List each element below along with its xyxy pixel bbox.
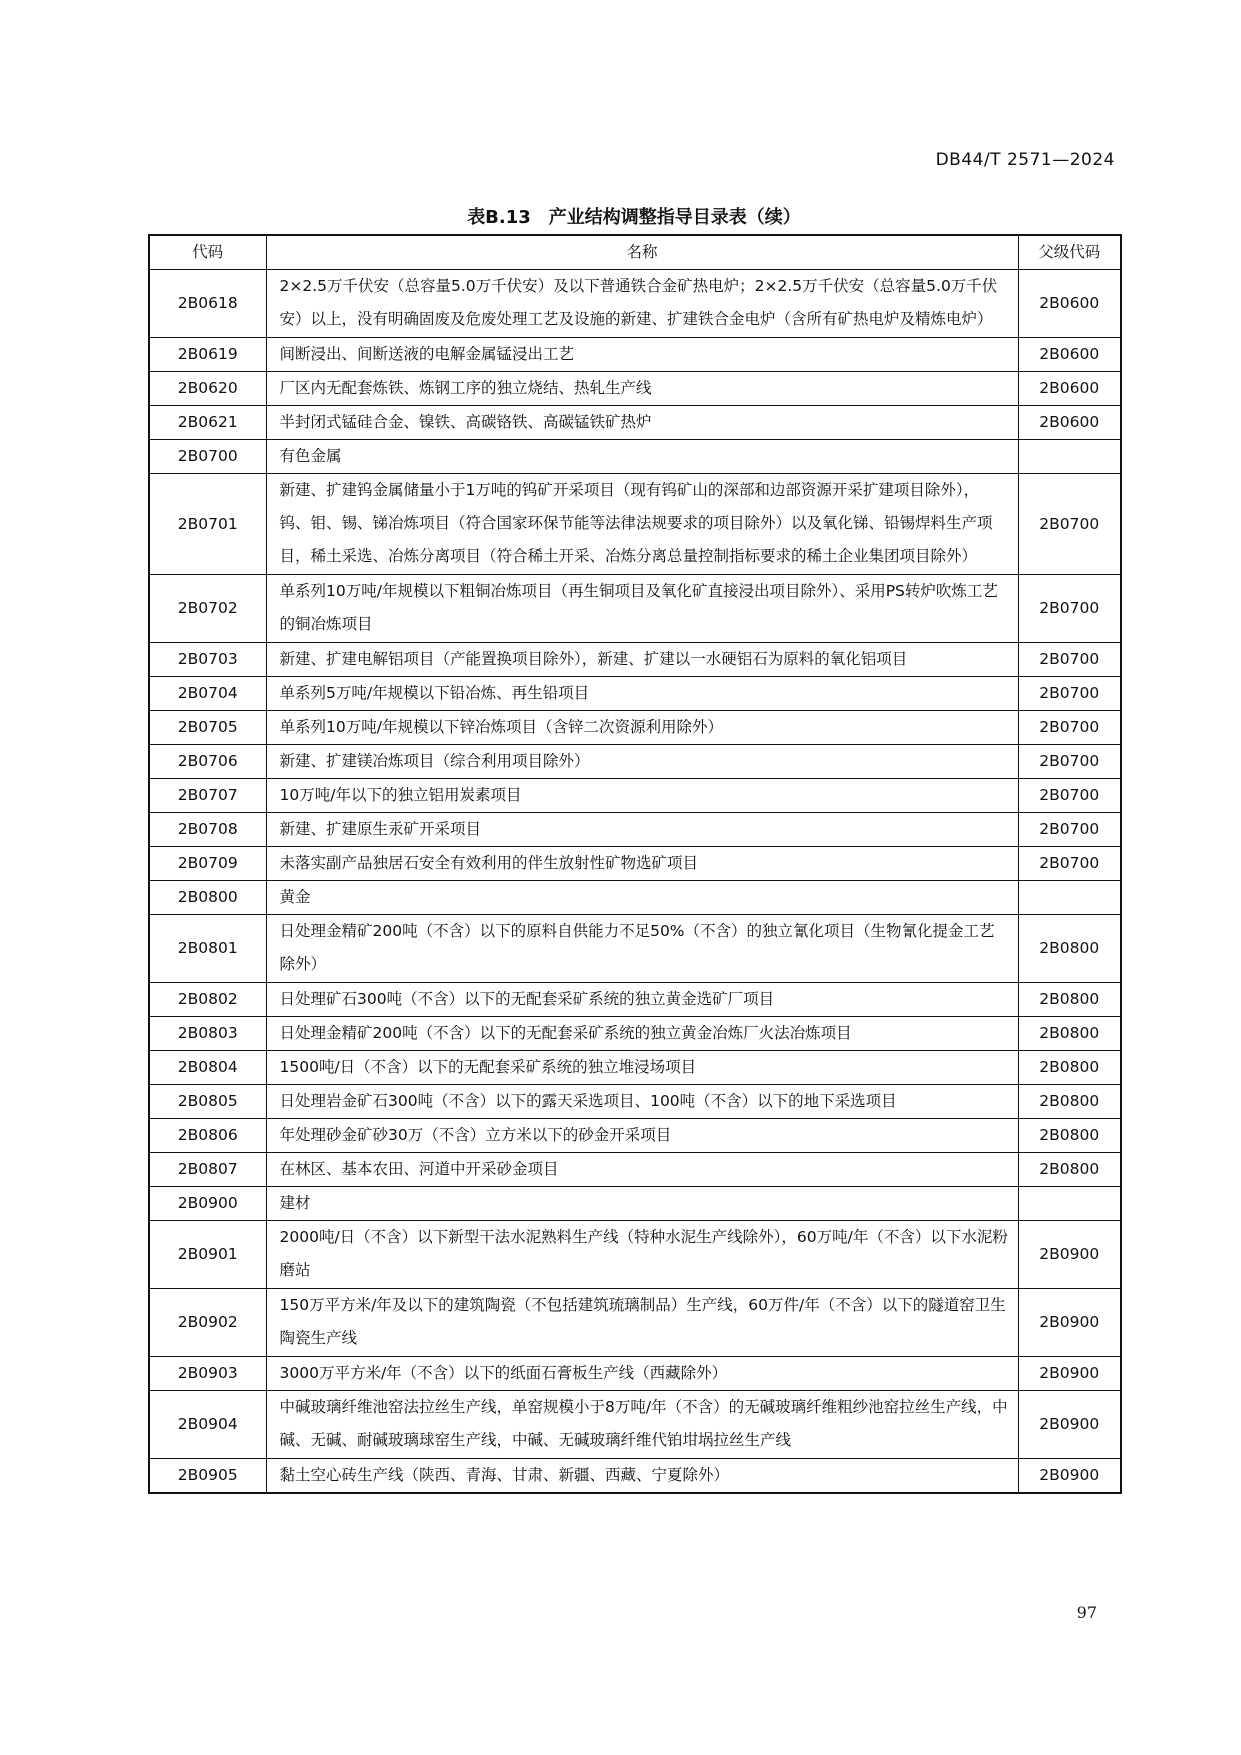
row-code-cell: 2B0701 (149, 474, 266, 575)
row-name-cell: 3000万平方米/年（不含）以下的纸面石膏板生产线（西藏除外） (266, 1357, 1018, 1391)
row-code-cell: 2B0901 (149, 1221, 266, 1289)
row-parent-code-cell: 2B0700 (1018, 847, 1121, 881)
table-row (149, 813, 1121, 847)
row-code-cell: 2B0807 (149, 1153, 266, 1187)
table-header-row (149, 235, 1121, 270)
table-row (149, 1289, 1121, 1357)
row-code-cell: 2B0905 (149, 1459, 266, 1494)
row-code-cell: 2B0706 (149, 745, 266, 779)
row-name-cell: 单系列10万吨/年规模以下粗铜冶炼项目（再生铜项目及氧化矿直接浸出项目除外）、采用PS转炉吹炼工艺的铜冶炼项目 (266, 575, 1018, 643)
row-parent-code-cell: 2B0700 (1018, 474, 1121, 575)
row-parent-code-cell: 2B0900 (1018, 1357, 1121, 1391)
table-row (149, 406, 1121, 440)
row-name-cell: 1500吨/日（不含）以下的无配套采矿系统的独立堆浸场项目 (266, 1051, 1018, 1085)
row-code-cell: 2B0805 (149, 1085, 266, 1119)
table-row (149, 474, 1121, 575)
row-name-cell: 黄金 (266, 881, 1018, 915)
row-code-cell: 2B0703 (149, 643, 266, 677)
table-row (149, 745, 1121, 779)
row-parent-code-cell: 2B0900 (1018, 1459, 1121, 1494)
row-code-cell: 2B0708 (149, 813, 266, 847)
row-code-cell: 2B0709 (149, 847, 266, 881)
row-parent-code-cell: 2B0800 (1018, 1153, 1121, 1187)
row-code-cell: 2B0702 (149, 575, 266, 643)
row-name-cell: 厂区内无配套炼铁、炼钢工序的独立烧结、热轧生产线 (266, 372, 1018, 406)
table-row (149, 847, 1121, 881)
row-code-cell: 2B0621 (149, 406, 266, 440)
row-code-cell: 2B0902 (149, 1289, 266, 1357)
table-row (149, 1187, 1121, 1221)
row-name-cell: 日处理矿石300吨（不含）以下的无配套采矿系统的独立黄金选矿厂项目 (266, 983, 1018, 1017)
table-row (149, 338, 1121, 372)
row-parent-code-cell (1018, 1187, 1121, 1221)
row-name-cell: 日处理金精矿200吨（不含）以下的无配套采矿系统的独立黄金冶炼厂火法冶炼项目 (266, 1017, 1018, 1051)
row-parent-code-cell: 2B0800 (1018, 1085, 1121, 1119)
table-row (149, 1391, 1121, 1459)
table-row (149, 270, 1121, 338)
row-code-cell: 2B0903 (149, 1357, 266, 1391)
row-parent-code-cell: 2B0800 (1018, 1017, 1121, 1051)
row-code-cell: 2B0800 (149, 881, 266, 915)
row-parent-code-cell: 2B0800 (1018, 915, 1121, 983)
row-name-cell: 10万吨/年以下的独立铝用炭素项目 (266, 779, 1018, 813)
row-code-cell: 2B0802 (149, 983, 266, 1017)
table-row (149, 1119, 1121, 1153)
row-name-cell: 日处理岩金矿石300吨（不含）以下的露天采选项目、100吨（不含）以下的地下采选项目 (266, 1085, 1018, 1119)
column-header-name: 名称 (266, 235, 1018, 270)
table-row (149, 440, 1121, 474)
table-row (149, 1017, 1121, 1051)
row-code-cell: 2B0801 (149, 915, 266, 983)
row-parent-code-cell: 2B0800 (1018, 1119, 1121, 1153)
row-parent-code-cell: 2B0800 (1018, 1051, 1121, 1085)
row-name-cell: 单系列5万吨/年规模以下铅冶炼、再生铅项目 (266, 677, 1018, 711)
row-name-cell: 黏土空心砖生产线（陕西、青海、甘肃、新疆、西藏、宁夏除外） (266, 1459, 1018, 1494)
row-name-cell: 新建、扩建镁冶炼项目（综合利用项目除外） (266, 745, 1018, 779)
row-name-cell: 新建、扩建原生汞矿开采项目 (266, 813, 1018, 847)
table-title: 表B.13 产业结构调整指导目录表（续） (467, 207, 801, 228)
table-row (149, 881, 1121, 915)
row-name-cell: 年处理砂金矿砂30万（不含）立方米以下的砂金开采项目 (266, 1119, 1018, 1153)
table-row (149, 711, 1121, 745)
table-row (149, 915, 1121, 983)
row-code-cell: 2B0707 (149, 779, 266, 813)
row-name-cell: 未落实副产品独居石安全有效利用的伴生放射性矿物选矿项目 (266, 847, 1018, 881)
row-parent-code-cell: 2B0900 (1018, 1221, 1121, 1289)
row-code-cell: 2B0620 (149, 372, 266, 406)
row-name-cell: 间断浸出、间断送液的电解金属锰浸出工艺 (266, 338, 1018, 372)
row-code-cell: 2B0804 (149, 1051, 266, 1085)
table-row (149, 1085, 1121, 1119)
row-name-cell: 中碱玻璃纤维池窑法拉丝生产线，单窑规模小于8万吨/年（不含）的无碱玻璃纤维粗纱池窑拉丝生产线，中碱、无碱、耐碱玻璃球窑生产线，中碱、无碱玻璃纤维代铂坩埚拉丝生产线 (266, 1391, 1018, 1459)
row-name-cell: 在林区、基本农田、河道中开采砂金项目 (266, 1153, 1018, 1187)
catalog-table (148, 234, 1122, 1494)
row-code-cell: 2B0904 (149, 1391, 266, 1459)
row-parent-code-cell: 2B0600 (1018, 338, 1121, 372)
row-name-cell: 有色金属 (266, 440, 1018, 474)
row-parent-code-cell (1018, 440, 1121, 474)
page-number: 97 (1076, 1603, 1097, 1622)
row-code-cell: 2B0900 (149, 1187, 266, 1221)
table-row (149, 372, 1121, 406)
row-code-cell: 2B0700 (149, 440, 266, 474)
table-row (149, 1357, 1121, 1391)
row-parent-code-cell: 2B0900 (1018, 1289, 1121, 1357)
table-row (149, 575, 1121, 643)
row-parent-code-cell (1018, 881, 1121, 915)
row-parent-code-cell: 2B0700 (1018, 813, 1121, 847)
row-parent-code-cell: 2B0700 (1018, 711, 1121, 745)
row-parent-code-cell: 2B0700 (1018, 575, 1121, 643)
row-parent-code-cell: 2B0600 (1018, 372, 1121, 406)
row-parent-code-cell: 2B0900 (1018, 1391, 1121, 1459)
row-code-cell: 2B0619 (149, 338, 266, 372)
row-code-cell: 2B0704 (149, 677, 266, 711)
row-name-cell: 2000吨/日（不含）以下新型干法水泥熟料生产线（特种水泥生产线除外），60万吨/年（不含）以下水泥粉磨站 (266, 1221, 1018, 1289)
table-row (149, 1051, 1121, 1085)
table-row (149, 1459, 1121, 1494)
document-id: DB44/T 2571—2024 (935, 150, 1115, 170)
row-code-cell: 2B0803 (149, 1017, 266, 1051)
row-name-cell: 150万平方米/年及以下的建筑陶瓷（不包括建筑琉璃制品）生产线，60万件/年（不含）以下的隧道窑卫生陶瓷生产线 (266, 1289, 1018, 1357)
table-row (149, 1221, 1121, 1289)
column-header-code: 代码 (149, 235, 266, 270)
row-name-cell: 半封闭式锰硅合金、镍铁、高碳铬铁、高碳锰铁矿热炉 (266, 406, 1018, 440)
row-parent-code-cell: 2B0600 (1018, 406, 1121, 440)
row-parent-code-cell: 2B0700 (1018, 779, 1121, 813)
row-name-cell: 建材 (266, 1187, 1018, 1221)
column-header-parent-code: 父级代码 (1018, 235, 1121, 270)
row-parent-code-cell: 2B0700 (1018, 677, 1121, 711)
row-parent-code-cell: 2B0700 (1018, 643, 1121, 677)
row-code-cell: 2B0618 (149, 270, 266, 338)
row-code-cell: 2B0705 (149, 711, 266, 745)
row-name-cell: 2×2.5万千伏安（总容量5.0万千伏安）及以下普通铁合金矿热电炉；2×2.5万千伏安（总容量5.0万千伏安）以上，没有明确固废及危废处理工艺及设施的新建、扩建铁合金电炉（含所有矿热电炉及精炼电炉） (266, 270, 1018, 338)
row-name-cell: 日处理金精矿200吨（不含）以下的原料自供能力不足50%（不含）的独立氰化项目（生物氰化提金工艺除外） (266, 915, 1018, 983)
table-row (149, 1153, 1121, 1187)
row-parent-code-cell: 2B0600 (1018, 270, 1121, 338)
row-name-cell: 新建、扩建电解铝项目（产能置换项目除外），新建、扩建以一水硬铝石为原料的氧化铝项目 (266, 643, 1018, 677)
row-code-cell: 2B0806 (149, 1119, 266, 1153)
table-row (149, 643, 1121, 677)
table-row (149, 779, 1121, 813)
row-name-cell: 新建、扩建钨金属储量小于1万吨的钨矿开采项目（现有钨矿山的深部和边部资源开采扩建项目除外），钨、钼、锡、锑冶炼项目（符合国家环保节能等法律法规要求的项目除外）以及氧化锑、铅锡焊料生产项目，稀土采选、冶炼分离项目（符合稀土开采、冶炼分离总量控制指标要求的稀土企业集团项目除外） (266, 474, 1018, 575)
row-parent-code-cell: 2B0800 (1018, 983, 1121, 1017)
table-row (149, 983, 1121, 1017)
table-row (149, 677, 1121, 711)
row-name-cell: 单系列10万吨/年规模以下锌冶炼项目（含锌二次资源利用除外） (266, 711, 1018, 745)
row-parent-code-cell: 2B0700 (1018, 745, 1121, 779)
